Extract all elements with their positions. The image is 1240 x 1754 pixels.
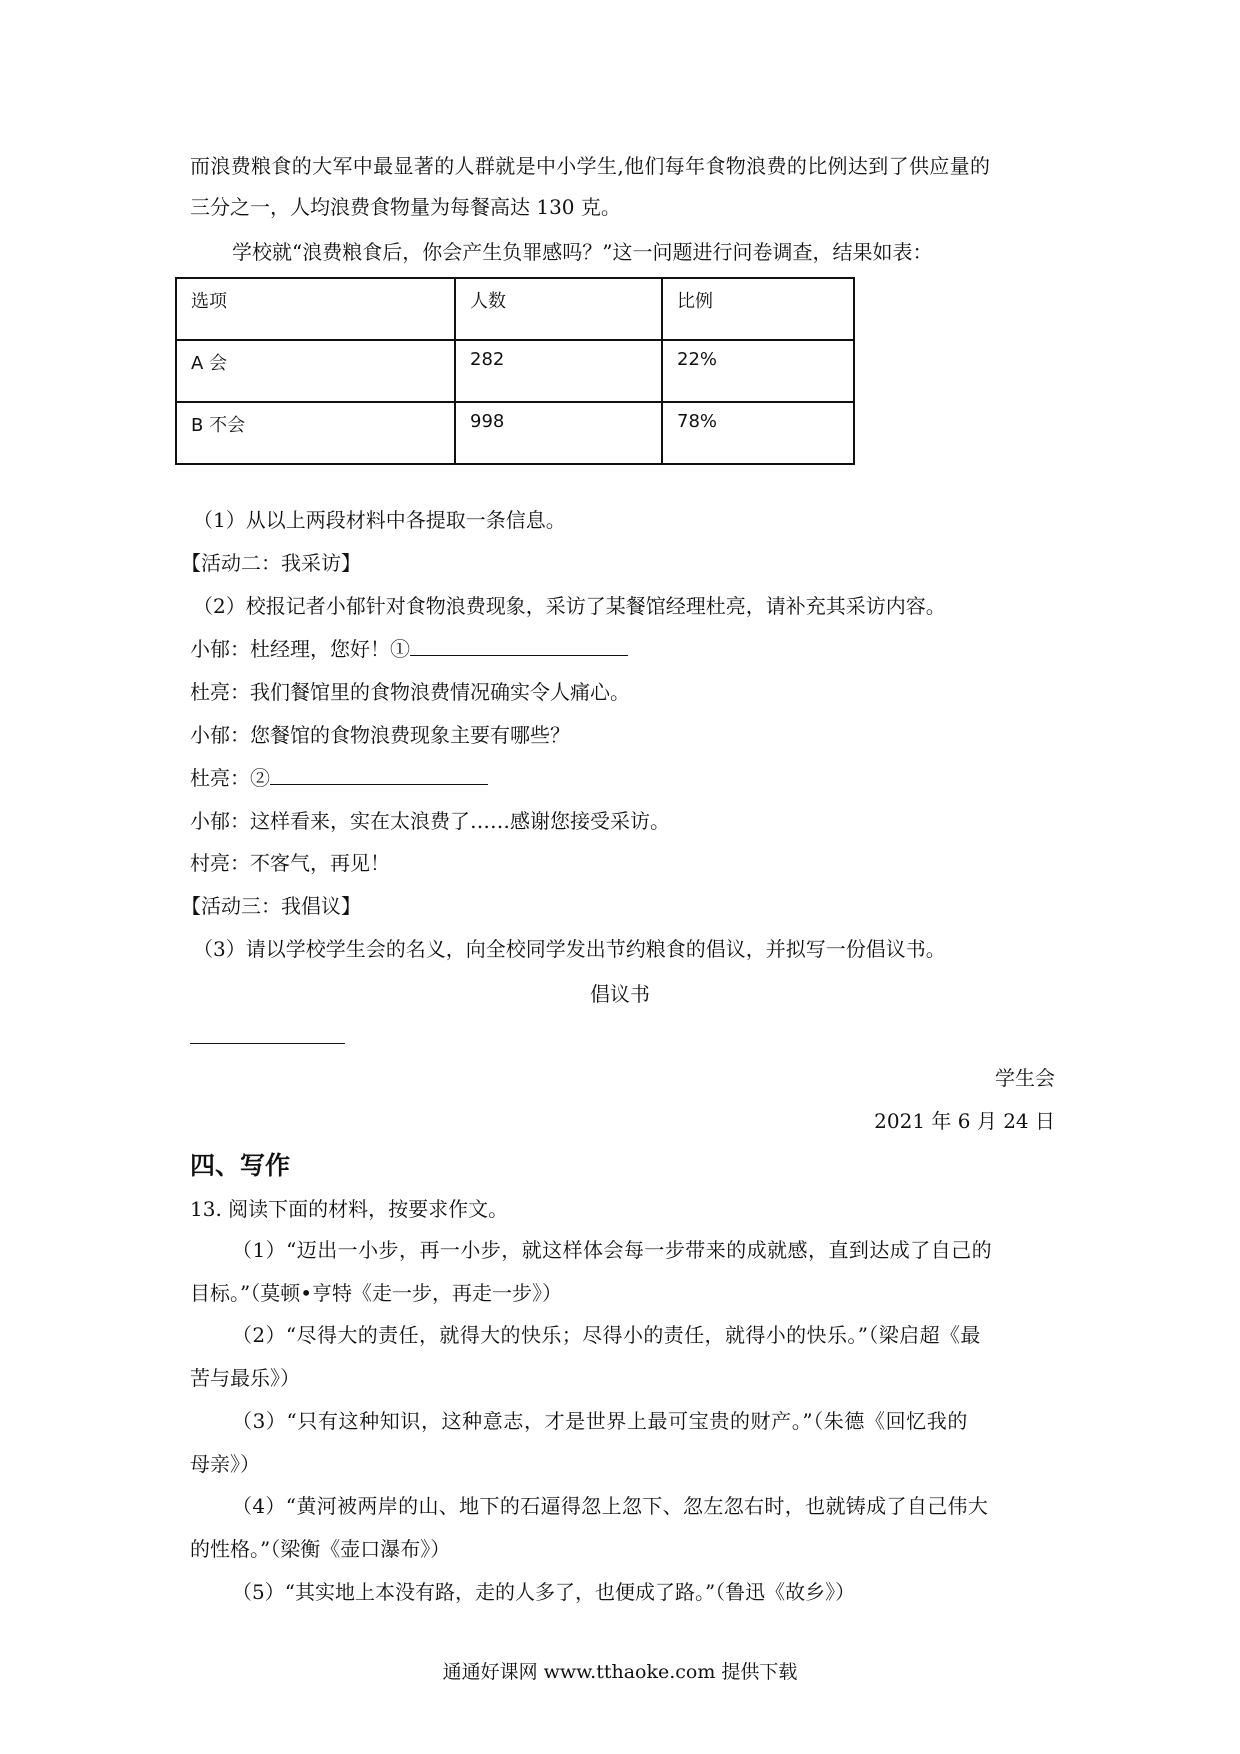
section-heading: 四、写作: [190, 1151, 291, 1180]
table-header-row: [176, 278, 854, 340]
material-line: 母亲》）: [190, 1452, 260, 1476]
material-line: （2）“尽得大的责任，就得大的快乐；尽得小的责任，就得小的快乐。”（梁启超《最: [232, 1323, 981, 1347]
question-1: （1）从以上两段材料中各提取一条信息。: [193, 508, 566, 532]
material-line: （3）“只有这种知识，这种意志，才是世界上最可宝贵的财产。”（朱德《回忆我的: [232, 1409, 968, 1433]
material-line: 的性格。”（梁衡《壶口瀑布》）: [190, 1537, 451, 1561]
survey-table: [175, 277, 855, 465]
table-cell: 22%: [662, 340, 854, 402]
table-header: 人数: [455, 278, 662, 340]
signature: 学生会: [995, 1066, 1055, 1090]
footer-credit: 通通好课网 www.tthaoke.com 提供下载: [442, 1661, 798, 1683]
answer-blank-2[interactable]: [270, 764, 488, 785]
table-cell: 282: [455, 340, 662, 402]
dialogue-text: 杜亮：②: [190, 766, 270, 790]
activity-3-heading: 【活动三：我倡议】: [181, 894, 361, 918]
table-row: [176, 340, 854, 402]
material-line: 目标。”（莫顿•亨特《走一步，再走一步》）: [190, 1281, 563, 1305]
dialogue-line: [190, 764, 488, 792]
answer-blank-1[interactable]: [410, 635, 628, 656]
table-cell: A 会: [176, 340, 455, 402]
material-line: 苦与最乐》）: [190, 1366, 300, 1390]
material-line: （1）“迈出一小步，再一小步，就这样体会每一步带来的成就感，直到达成了自己的: [232, 1238, 993, 1262]
dialogue-line: 村亮：不客气，再见！: [190, 851, 390, 875]
table-cell: 998: [455, 402, 662, 464]
question-3: （3）请以学校学生会的名义，向全校同学发出节约粮食的倡议，并拟写一份倡议书。: [193, 937, 946, 961]
table-header: 选项: [176, 278, 455, 340]
dialogue-text: 小郁：杜经理，您好！①: [190, 637, 410, 661]
dialogue-line: 杜亮：我们餐馆里的食物浪费情况确实令人痛心。: [190, 680, 630, 704]
question-13: 13. 阅读下面的材料，按要求作文。: [190, 1197, 509, 1221]
dialogue-line: [190, 635, 628, 663]
intro-line: 三分之一，人均浪费食物量为每餐高达 130 克。: [190, 195, 621, 219]
dialogue-line: 小郁：这样看来，实在太浪费了……感谢您接受采访。: [190, 809, 670, 833]
proposal-title: 倡议书: [590, 982, 650, 1006]
salutation-blank[interactable]: [190, 1043, 345, 1044]
intro-line: 学校就“浪费粮食后，你会产生负罪感吗？”这一问题进行问卷调查，结果如表：: [232, 240, 933, 264]
material-line: （5）“其实地上本没有路，走的人多了，也便成了路。”（鲁迅《故乡》）: [232, 1580, 856, 1604]
table-row: [176, 402, 854, 464]
table-cell: 78%: [662, 402, 854, 464]
material-line: （4）“黄河被两岸的山、地下的石逼得忽上忽下、忽左忽右时，也就铸成了自己伟大: [232, 1494, 989, 1518]
table-cell: B 不会: [176, 402, 455, 464]
dialogue-line: 小郁：您餐馆的食物浪费现象主要有哪些？: [190, 723, 570, 747]
activity-2-heading: 【活动二：我采访】: [181, 551, 361, 575]
question-2: （2）校报记者小郁针对食物浪费现象，采访了某餐馆经理杜亮，请补充其采访内容。: [193, 594, 946, 618]
table-header: 比例: [662, 278, 854, 340]
date: 2021 年 6 月 24 日: [874, 1109, 1055, 1133]
intro-line: 而浪费粮食的大军中最显著的人群就是中小学生,他们每年食物浪费的比例达到了供应量的: [190, 154, 991, 178]
